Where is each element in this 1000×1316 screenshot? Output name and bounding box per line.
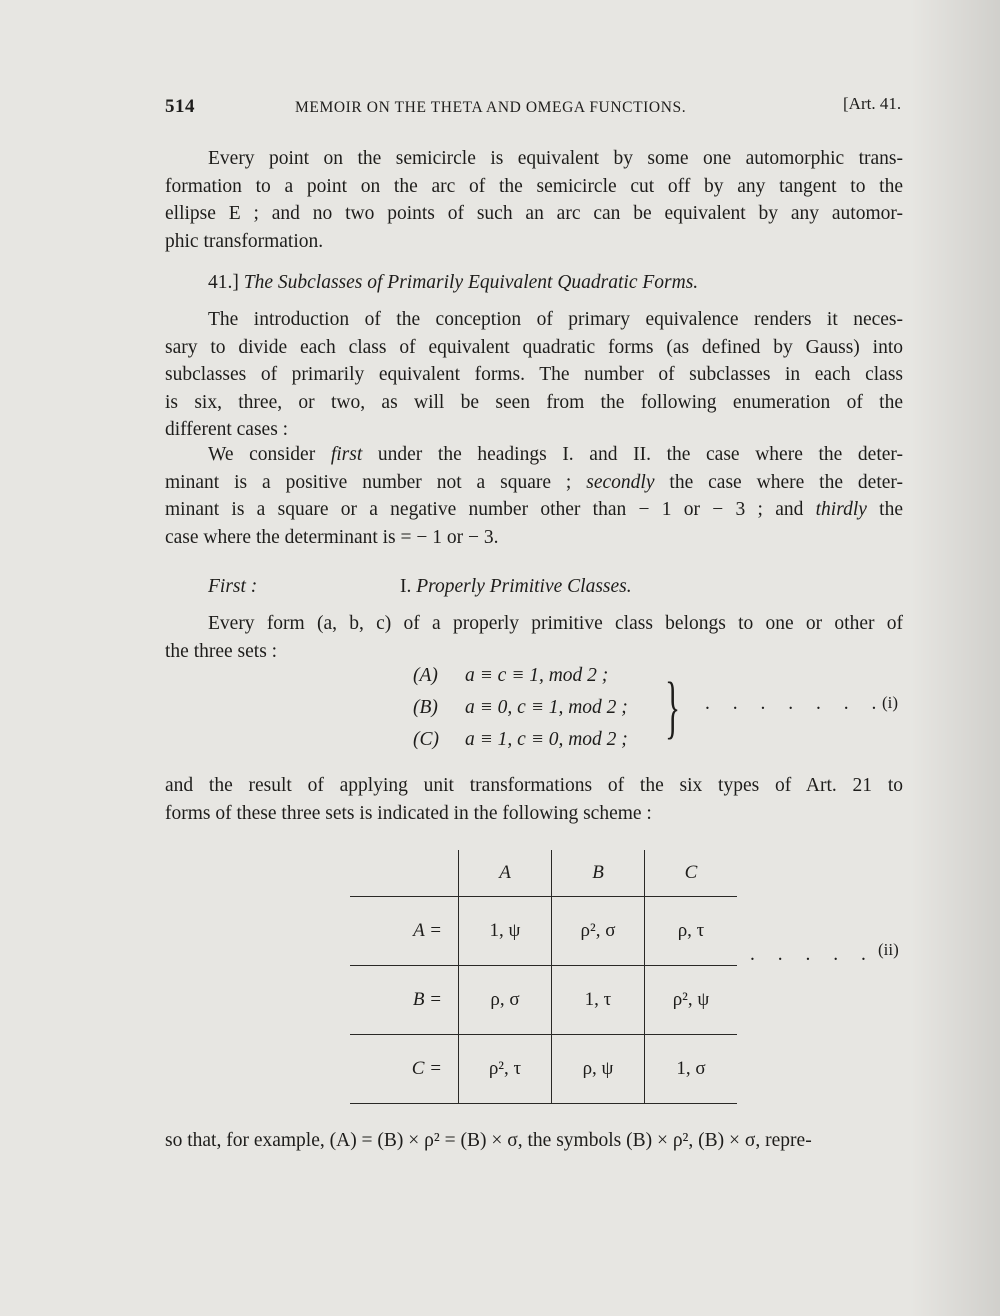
set-definitions	[413, 660, 628, 756]
table-cell: ρ, ψ	[552, 1035, 645, 1104]
text-run: minant is a square or a negative number other than − 1 or − 3 ; and	[165, 499, 816, 520]
subsection-label: First :	[208, 576, 258, 597]
text-line: and the result of applying unit transformations of the six types of Art. 21 to	[165, 775, 903, 796]
emphasis: secondly	[586, 471, 655, 493]
transformation-table	[350, 850, 737, 1104]
text-line: forms of these three sets is indicated in the following scheme :	[165, 802, 652, 824]
paragraph-scheme-intro	[165, 772, 903, 827]
text-line: The introduction of the conception of primary equivalence renders it neces-	[208, 309, 903, 330]
table-cell: ρ², ψ	[645, 966, 738, 1035]
table-cell: ρ, σ	[459, 966, 552, 1035]
table-cell: ρ, τ	[645, 897, 738, 966]
emphasis: first	[330, 444, 363, 465]
table-row	[350, 897, 737, 966]
text-line: formation to a point on the arc of the semicircle cut off by any tangent to the	[165, 175, 903, 197]
table-cell: 1, σ	[645, 1035, 738, 1104]
row-header: B =	[350, 966, 459, 1035]
text-line: sary to divide each class of equivalent quadratic forms (as defined by Gauss) into	[165, 336, 903, 358]
section-heading	[208, 272, 698, 294]
text-run: minant is a positive number not a square ;	[165, 471, 587, 493]
text-run: the	[866, 499, 903, 520]
text-line: is six, three, or two, as will be seen from the following enumeration of the	[165, 391, 903, 413]
column-header: B	[552, 850, 645, 897]
set-label: (C)	[413, 729, 439, 750]
equation-number: (ii)	[878, 940, 899, 959]
table-corner	[350, 850, 459, 897]
right-brace: }	[665, 669, 681, 746]
table-cell: ρ², τ	[459, 1035, 552, 1104]
table-row	[350, 1035, 737, 1104]
page-edge-shadow	[910, 0, 1000, 1316]
paragraph-sets-intro	[165, 610, 903, 665]
text-line	[165, 469, 903, 497]
text-line	[165, 441, 903, 469]
text-line: Every point on the semicircle is equivalent by some one automorphic trans-	[208, 148, 903, 169]
leader-dots: . . . . . . .	[705, 693, 886, 714]
page-number: 514	[165, 96, 195, 117]
text-run: the case where the deter-	[654, 471, 903, 493]
set-condition: a ≡ c ≡ 1, mod 2 ;	[465, 665, 609, 686]
text-line: ellipse E ; and no two points of such an arc can be equivalent by any automor-	[165, 203, 903, 224]
column-header: A	[459, 850, 552, 897]
subsection-number: I.	[400, 576, 412, 597]
table-cell: 1, τ	[552, 966, 645, 1035]
table-cell: ρ², σ	[552, 897, 645, 966]
section-number: 41.]	[208, 272, 239, 293]
text-line: phic transformation.	[165, 230, 324, 252]
table-row	[350, 966, 737, 1035]
row-header: C =	[350, 1035, 459, 1104]
running-title: MEMOIR ON THE THETA AND OMEGA FUNCTIONS.	[295, 99, 687, 116]
set-row	[413, 724, 628, 756]
text-run: We consider	[208, 444, 331, 465]
table-header-row	[350, 850, 737, 897]
section-title: The Subclasses of Primarily Equivalent Quadratic Forms.	[243, 272, 699, 293]
row-header: A =	[350, 897, 459, 966]
final-text-line: so that, for example, (A) = (B) × ρ² = (B) × σ, the symbols (B) × ρ², (B) × σ, repre-	[165, 1130, 812, 1151]
set-condition: a ≡ 1, c ≡ 0, mod 2 ;	[465, 729, 628, 750]
paragraph-introduction	[165, 306, 903, 444]
column-header: C	[645, 850, 738, 897]
leader-dots: . . . . .	[750, 944, 875, 965]
set-condition: a ≡ 0, c ≡ 1, mod 2 ;	[465, 697, 628, 718]
equation-number: (i)	[882, 693, 899, 712]
emphasis: thirdly	[815, 499, 867, 520]
text-line: case where the determinant is = − 1 or − 3.	[165, 526, 499, 548]
set-row	[413, 692, 628, 724]
text-line: different cases :	[165, 419, 289, 440]
text-line: the three sets :	[165, 640, 278, 662]
text-line: subclasses of primarily equivalent forms. The number of subclasses in each class	[165, 364, 903, 385]
subsection-title: Properly Primitive Classes.	[416, 576, 632, 597]
subsection-heading	[400, 576, 632, 598]
set-label: (A)	[413, 665, 438, 686]
text-run: under the headings I. and II. the case where the deter-	[362, 444, 904, 465]
paragraph-semicircle	[165, 145, 903, 255]
text-line	[165, 496, 903, 524]
paragraph-cases	[165, 441, 903, 551]
set-label: (B)	[413, 697, 438, 718]
table-cell: 1, ψ	[459, 897, 552, 966]
set-row	[413, 660, 628, 692]
text-line: Every form (a, b, c) of a properly primitive class belongs to one or other of	[208, 613, 903, 634]
article-reference: [Art. 41.	[843, 94, 902, 113]
